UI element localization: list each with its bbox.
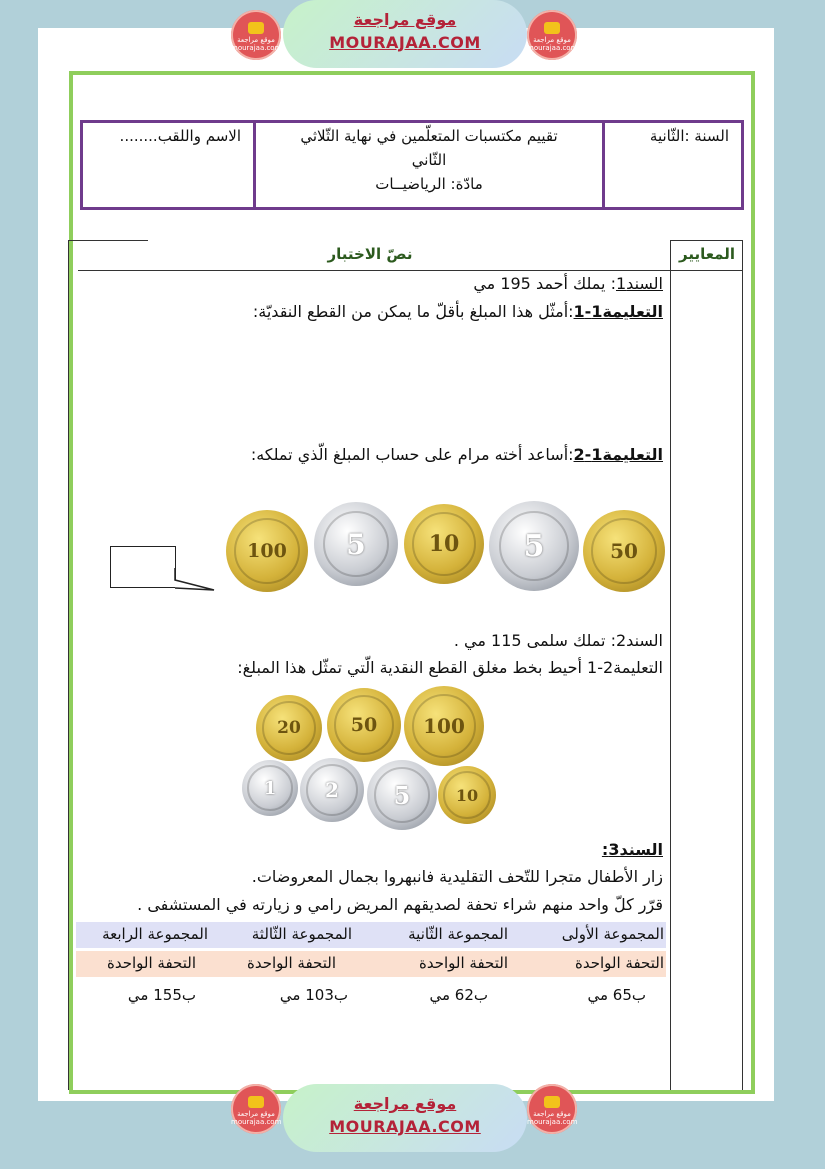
sanad-3: السند3: [601,840,663,859]
item-label: التحفة الواحدة [246,954,336,972]
coin-value: 100 [423,714,465,738]
item-label: التحفة الواحدة [106,954,196,972]
table-border-criteria [670,240,671,1090]
group-label: المجموعة الثّانية [408,925,508,943]
coin [367,760,437,830]
question-1-2-label: التعليمة1-2 [573,445,663,464]
coin [226,510,308,592]
coin [327,688,401,762]
group-label: المجموعة الرابعة [102,925,208,943]
header-subject: مادّة: الرياضيــات [375,175,483,193]
site-name-en: MOURAJAA.COM [329,1117,481,1136]
prices-row [76,983,666,1009]
group-label: المجموعة الأولى [561,925,664,943]
site-logo-icon [231,1084,281,1134]
items-row [76,951,666,977]
coin-value: 20 [277,718,301,738]
coin-value: 5 [393,780,411,810]
coin-value: 5 [523,528,545,564]
coin-value: 1 [263,777,277,799]
coin-value: 50 [610,539,638,563]
site-name-ar: موقع مراجعة [353,1094,457,1113]
site-name-en: MOURAJAA.COM [329,33,481,52]
coin [300,758,364,822]
header-name: الاسم واللقب........ [119,127,241,145]
coin [583,510,665,592]
sanad-1-text: : يملك أحمد 195 مي [473,274,616,293]
question-2-1: التعليمة2-1 أحيط بخط مغلق القطع النقدية الّتي تمثّل هذا المبلغ: [237,658,663,677]
column-header-text: نصّ الاختبار [327,245,413,263]
site-logo-icon [527,1084,577,1134]
site-badge-top[interactable] [283,0,527,68]
column-header-criteria: المعايير [678,245,735,263]
sanad-1-label: السند1 [615,274,663,293]
site-logo-icon [527,10,577,60]
groups-row [76,922,666,948]
table-border-top [68,240,148,241]
group-label: المجموعة الثّالثة [251,925,352,943]
logo-text: موقع مراجعة mourajaa.com [527,36,578,52]
exam-header [80,120,744,210]
coin-value: 10 [428,531,460,557]
header-year: السنة :الثّانية [649,127,729,145]
header-title-cell [253,123,602,207]
price-value: ب62 مي [429,986,488,1004]
sanad-1 [473,274,663,293]
price-value: ب155 مي [127,986,196,1004]
header-year-cell [602,123,741,207]
price-value: ب65 مي [587,986,646,1004]
coin-value: 5 [346,527,366,561]
site-logo-icon [231,10,281,60]
table-border-top [670,240,743,241]
logo-text: موقع مراجعة mourajaa.com [231,36,282,52]
coin [404,504,484,584]
coin-value: 10 [455,785,479,805]
logo-text: موقع مراجعة mourajaa.com [527,1110,578,1126]
coin [242,760,298,816]
sanad-3-line1: زار الأطفال متجرا للتّحف التقليدية فانبهروا بجمال المعروضات. [251,867,663,886]
table-header-divider [78,270,743,271]
site-badge-bottom[interactable] [283,1084,527,1152]
table-border-right [742,240,743,1090]
site-name-ar: موقع مراجعة [353,10,457,29]
question-1-1 [253,302,663,321]
coin [489,501,579,591]
coin [438,766,496,824]
item-label: التحفة الواحدة [574,954,664,972]
coin-value: 50 [350,714,378,736]
coin-value: 100 [247,540,287,562]
question-1-2 [251,445,663,464]
logo-text: موقع مراجعة mourajaa.com [231,1110,282,1126]
item-label: التحفة الواحدة [418,954,508,972]
question-1-1-text: :أمثّل هذا المبلغ بأقلّ ما يمكن من القطع النقديّة: [252,302,574,321]
coin [256,695,322,761]
coin [314,502,398,586]
coin-value: 2 [325,778,339,802]
answer-box[interactable] [110,546,176,588]
header-name-cell [83,123,253,207]
coin [404,686,484,766]
callout-tail-icon [170,568,216,594]
question-1-2-text: :أساعد أخته مرام على حساب المبلغ الّذي تملكه: [250,445,574,464]
sanad-2: السند2: تملك سلمى 115 مي . [453,631,663,650]
price-value: ب103 مي [279,986,348,1004]
header-title-line1: تقييم مكتسبات المتعلّمين في نهاية الثّلاثي [300,127,558,145]
sanad-3-line2: قرّر كلّ واحد منهم شراء تحفة لصديقهم المريض رامي و زيارته في المستشفى . [137,895,663,914]
header-title-line2: الثّاني [411,151,447,169]
question-1-1-label: التعليمة1-1 [573,302,663,321]
